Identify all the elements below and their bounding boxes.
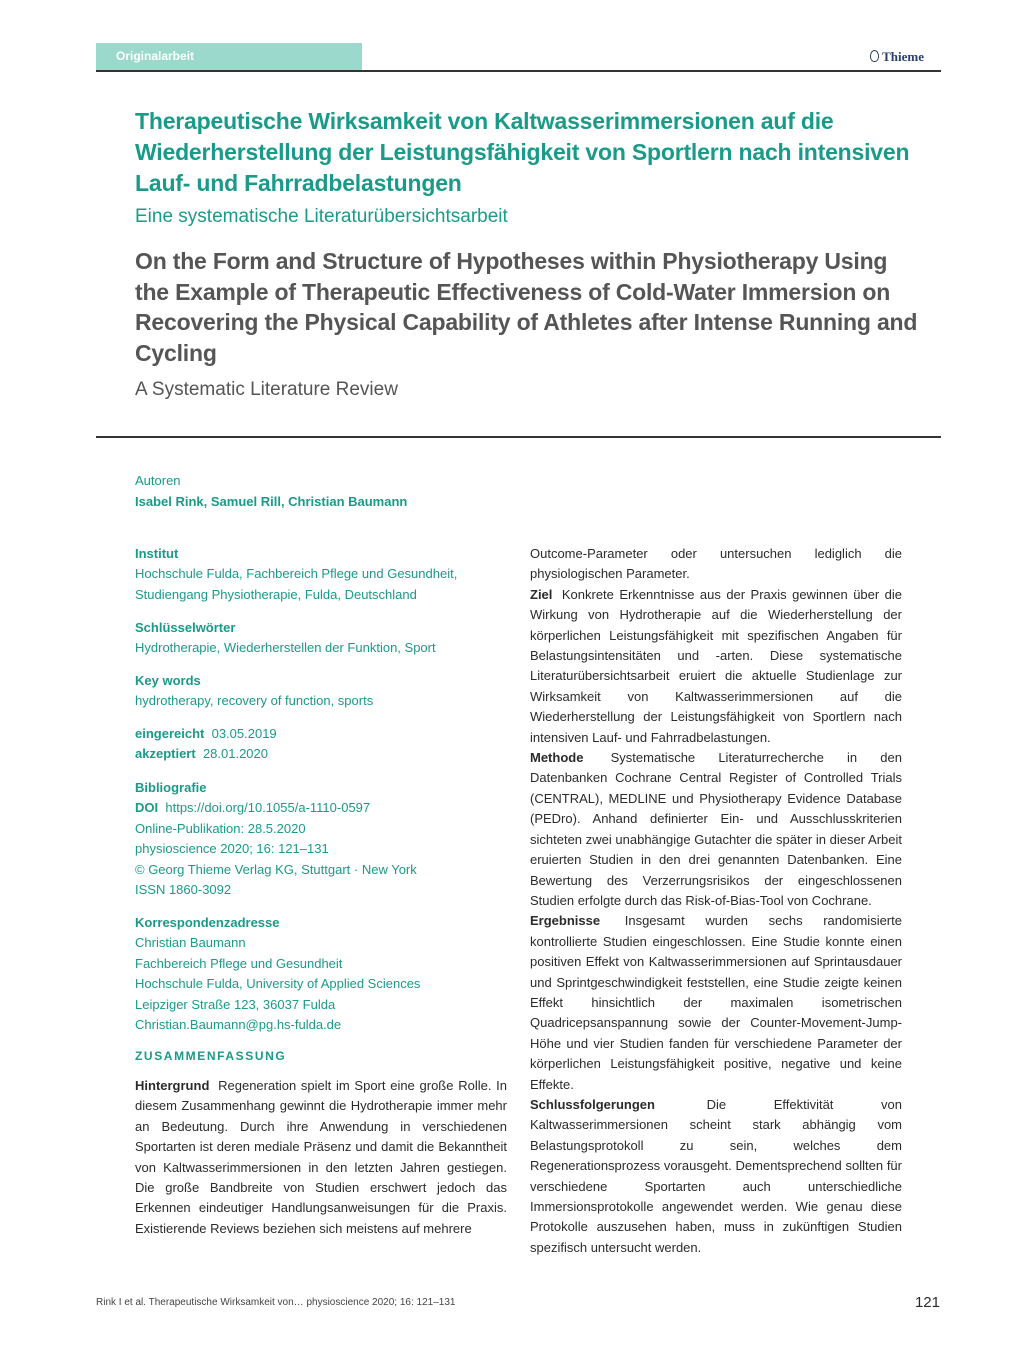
journal-citation: physioscience 2020; 16: 121–131	[135, 841, 329, 857]
institut-block	[135, 544, 515, 605]
korrespondenz-line: Christian Baumann	[135, 935, 246, 951]
issn: ISSN 1860-3092	[135, 882, 232, 898]
subtitle-english: A Systematic Literature Review	[135, 379, 398, 400]
page-number: 121	[914, 1294, 940, 1311]
korrespondenz-block	[135, 913, 515, 1035]
bibliografie-label: Bibliografie	[135, 780, 207, 795]
abstract-left-column	[135, 1076, 507, 1239]
top-rule	[96, 70, 941, 72]
hintergrund-text: Regeneration spielt im Sport eine große Rolle. In diesem Zusammenhang gewinnt die Hydrotherapie immer mehr an Bedeutung. Durch ihre Anwendung in verschiedenen Sportarten ist deren mediale Präsenz und damit die Bekanntheit von Kaltwasserimmersionen in den letzten Jahren gestiegen. Die große Bandbreite von Studien erschwert jedoch das Erkennen eindeutiger Handlungsanweisungen für die Praxis. Existierende Reviews beziehen sich meistens auf mehrere	[135, 1078, 507, 1236]
schluss-head: Schlussfolgerungen	[530, 1096, 655, 1112]
korrespondenz-label: Korrespondenzadresse	[135, 915, 280, 930]
online-publication: Online-Publikation: 28.5.2020	[135, 820, 306, 836]
ziel-text: Konkrete Erkenntnisse aus der Praxis gewinnen über die Wirkung von Hydrotherapie auf die Wiederherstellung der körperlichen Leistungsfähigkeit mit spezifischen Angaben für Belastungsintensitäten und -arten. Diese systematische Literaturübersichtsarbeit eruiert die aktuelle Studienlage zur Wirksamkeit von Kaltwasserimmersionen auf die Wiederherstellung der Leistungsfähigkeit von Sportlern nach intensiven Lauf- und Fahrradbelastungen.	[530, 586, 902, 745]
email-link[interactable]: Christian.Baumann@pg.hs-fulda.de	[135, 1017, 342, 1033]
methode-text: Systematische Literaturrecherche in den Datenbanken Cochrane Central Register of Controlled Trials (CENTRAL), MEDLINE und Physiotherapy Evidence Database (PEDro). Anhand definierter Ein- und Ausschlusskriterien sichteten zwei unabhängige Gutachter die später in dieser Arbeit eruierten Studien in den drei genannten Datenbanken. Eine Bewertung des Verzerrungsrisikos der eingeschlossenen Studien erfolgte durch das Risk-of-Bias-Tool von Cochrane.	[530, 750, 902, 908]
ergebnisse-text: Insgesamt wurden sechs randomisierte kontrollierte Studien eingeschlossen. Eine Studie konnte einen positiven Effekt von Kaltwasserimmersionen auf Sprintausdauer und Sprintgeschwindigkeit feststellen, eine Studie zeigte keinen Effekt hinsichtlich der maximalen isometrischen Quadricepsanspannung sowie der Counter-Movement-Jump-Höhe und vier Studien fanden für verschiedene Parameter der körperlichen Leistungsfähigkeit positive, negative und keine Effekte.	[530, 913, 902, 1092]
abstract-ziel	[530, 585, 902, 748]
thieme-seal-icon	[870, 50, 879, 62]
keywords-de-text: Hydrotherapie, Wiederherstellen der Funktion, Sport	[135, 640, 436, 656]
section-badge: Originalarbeit	[96, 43, 362, 71]
korrespondenz-line: Hochschule Fulda, University of Applied Sciences	[135, 976, 421, 992]
authors-names: Isabel Rink, Samuel Rill, Christian Baumann	[135, 494, 408, 509]
accepted-date: 28.01.2020	[202, 746, 269, 762]
abstract-schlussfolgerungen	[530, 1095, 902, 1258]
copyright: © Georg Thieme Verlag KG, Stuttgart · New York	[135, 861, 417, 877]
authors-label: Autoren	[135, 473, 181, 488]
abstract-right-column	[530, 544, 902, 1258]
submitted-date: 03.05.2019	[211, 726, 277, 741]
ziel-head: Ziel	[530, 586, 553, 602]
institut-line: Studiengang Physiotherapie, Fulda, Deutschland	[135, 586, 417, 602]
publisher-name: Thieme	[882, 49, 924, 64]
korrespondenz-line: Leipziger Straße 123, 36037 Fulda	[135, 996, 336, 1012]
subtitle-german: Eine systematische Literaturübersichtsarbeit	[135, 206, 508, 227]
title-german: Therapeutische Wirksamkeit von Kaltwasserimmersionen auf die Wiederherstellung der Leistungsfähigkeit von Sportlern nach intensiven Lauf- und Fahrradbelastungen	[135, 108, 910, 196]
keywords-en-block	[135, 671, 515, 712]
abstract-methode	[530, 748, 902, 911]
footer-citation: Rink I et al. Therapeutische Wirksamkeit von… physioscience 2020; 16: 121–131	[96, 1297, 456, 1308]
publisher-logo	[870, 49, 924, 65]
doi-link[interactable]: https://doi.org/10.1055/a-1110-0597	[165, 800, 371, 816]
doi-label: DOI	[135, 800, 159, 816]
institut-line: Hochschule Fulda, Fachbereich Pflege und Gesundheit,	[135, 566, 458, 582]
dates-block	[135, 724, 515, 765]
keywords-en-text: hydrotherapy, recovery of function, sports	[135, 693, 374, 709]
title-rule	[96, 436, 941, 438]
abstract-ergebnisse	[530, 911, 902, 1095]
korrespondenz-line: Fachbereich Pflege und Gesundheit	[135, 955, 343, 971]
submitted-label: eingereicht	[135, 726, 205, 741]
methode-head: Methode	[530, 750, 584, 766]
keywords-de-block	[135, 618, 515, 659]
accepted-label: akzeptiert	[135, 746, 196, 762]
hintergrund-head: Hintergrund	[135, 1078, 210, 1093]
keywords-de-label: Schlüsselwörter	[135, 620, 236, 635]
schluss-text: Die Effektivität von Kaltwasserimmersionen scheint stark abhängig vom Belastungsprotokoll zu sein, welches dem Regenerationsprozess vorausgeht. Dementsprechend sollten für verschiedene Sportarten auch unterschiedliche Immersionsprotokolle angewendet werden. Wie genau diese Protokolle auszusehen haben, muss in zukünftigen Studien spezifisch untersucht werden.	[530, 1096, 902, 1255]
bibliografie-block	[135, 778, 515, 900]
abstract-heading: ZUSAMMENFASSUNG	[135, 1049, 287, 1063]
abstract-hintergrund-cont: Outcome-Parameter oder untersuchen lediglich die physiologischen Parameter.	[530, 546, 902, 582]
institut-label: Institut	[135, 546, 179, 561]
title-english: On the Form and Structure of Hypotheses within Physiotherapy Using the Example of Therapeutic Effectiveness of Cold-Water Immersion on Recovering the Physical Capability of Athletes after Intense Running and Cycling	[135, 248, 918, 366]
abstract-hintergrund	[135, 1076, 507, 1239]
keywords-en-label: Key words	[135, 673, 201, 688]
ergebnisse-head: Ergebnisse	[530, 913, 601, 929]
